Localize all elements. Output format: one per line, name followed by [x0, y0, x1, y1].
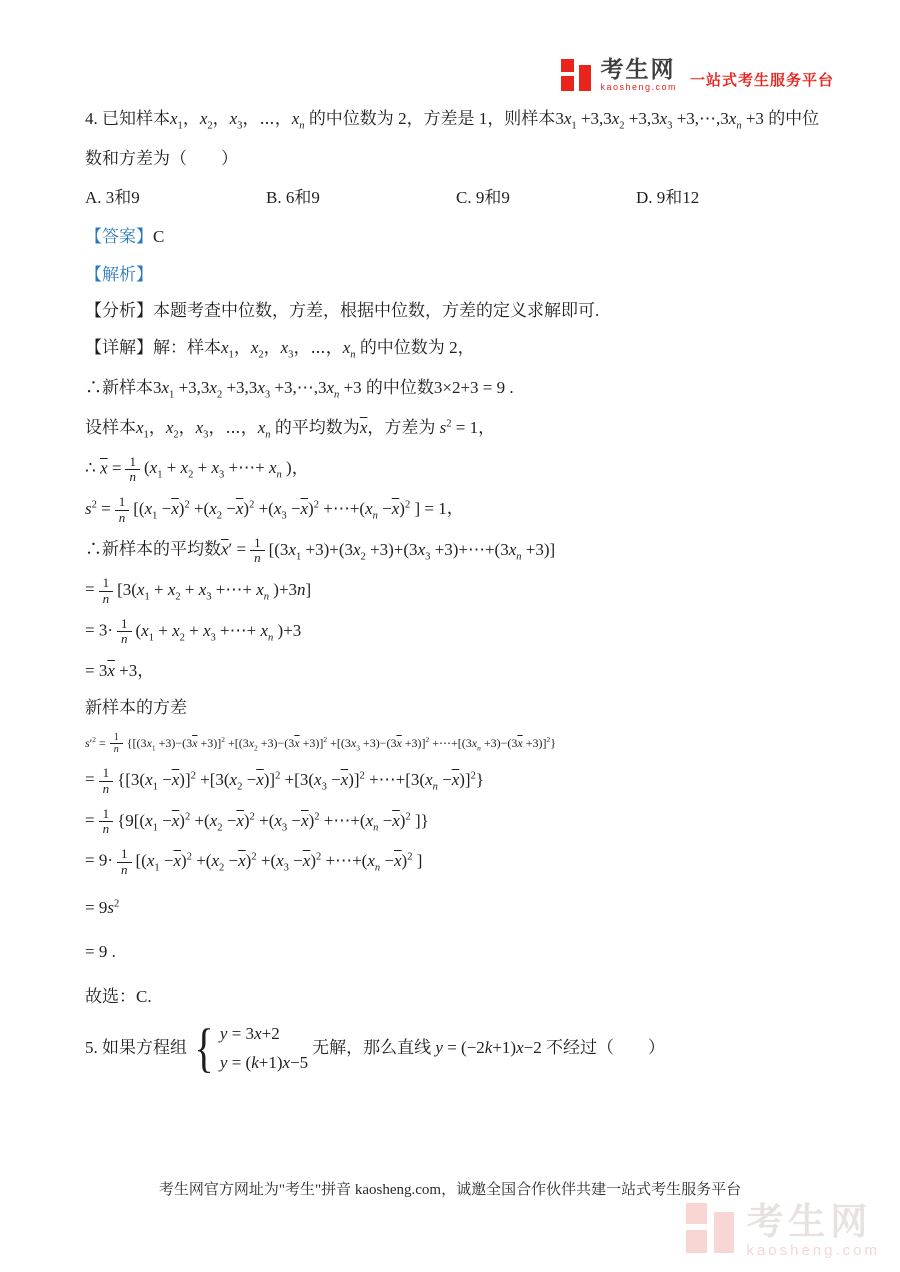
analysis-line	[85, 298, 861, 324]
watermark-text	[746, 1203, 880, 1258]
text-fragment: ，方差为	[367, 417, 436, 437]
text-fragment: 无解，那么直线	[312, 1037, 432, 1057]
text-fragment: 新样本的方差	[85, 697, 187, 717]
watermark-brand-text: 考生网	[746, 1201, 873, 1242]
answer-value: C	[153, 227, 165, 247]
fraction: $\frac{1}{n}$	[115, 495, 130, 525]
math-fragment: =	[85, 769, 95, 789]
fraction: $\frac{1}{n}$	[117, 617, 132, 647]
math-fragment: ∴	[85, 378, 102, 398]
content-line	[85, 895, 861, 921]
kaosheng-watermark	[686, 1203, 880, 1258]
text-fragment: ，	[212, 109, 230, 128]
math-fragment: $3x_1 +3,3x_2 +3,3x_3$ $+3,\cdots,3x_n +3$	[153, 378, 362, 401]
math-fragment: = 3·	[85, 620, 113, 640]
math-fragment: $s^2 = 1$	[439, 417, 479, 437]
answer-line	[85, 222, 861, 247]
math-fragment: $3x_1 +3,3x_2 +3,3x_3$ $+3,\cdots,3x_n +3$	[555, 109, 764, 132]
content-line	[85, 658, 861, 684]
math-fragment: {$[(3x_1 +3)-(3\overline{x} +3)]^2 +[(3x_2 +3)-(3\overline{x} +3)]^2 +[(3x_3 +3)-(3\overline{x} +3)]^2$ $+\cdots+[(3x_n +3)-(3\overline{x} +3)]^2$}	[126, 734, 556, 752]
question5-stem	[85, 1017, 861, 1078]
math-fragment: [$3(x_1 + x_2 + x_3$ +⋯+ $x_n$ )+3n]	[117, 580, 312, 603]
text-fragment: 新样本	[102, 378, 153, 398]
content-line	[85, 939, 861, 965]
detail-solution	[85, 335, 861, 1010]
content-line	[85, 106, 861, 135]
text-fragment: 【分析】本题考查中位数，方差，根据中位数，方差的定义求解即可.	[85, 301, 600, 321]
content-line	[85, 807, 861, 837]
watermark-domain-text: kaosheng.com	[746, 1242, 880, 1259]
fraction: $\frac{1}{n}$	[99, 766, 114, 796]
fraction: $\frac{1}{n}$	[117, 847, 132, 877]
text-fragment: ，	[178, 417, 196, 437]
math-fragment: $s^2$ =	[85, 498, 111, 518]
math-fragment: [$(x_1 -\overline{x})^2 +(x_2 -\overline{x})^2 +(x_3 -\overline{x})^2$ $+\cdots+(x_n -\overline{x})^2$ ]	[135, 851, 423, 874]
math-fragment: = $3\overline{x} +3$	[85, 660, 138, 680]
content-line	[85, 298, 861, 324]
math-fragment: {$[3(x_1 -\overline{x})]^2 +[3(x_2 -\overline{x})]^2 +[3(x_3 -\overline{x})]^2$ $+\cdots+[3(x_n -\overline{x})]^2$}	[117, 769, 485, 793]
fraction: $\frac{1}{n}$	[125, 455, 140, 485]
math-fragment: {$9[(x_1 -\overline{x})^2 +(x_2 -\overline{x})^2 +(x_3 -\overline{x})^2$ $+\cdots+(x_n -\overline{x})^2$ ]}	[117, 810, 429, 833]
content-line	[85, 455, 861, 485]
text-fragment: ，	[148, 417, 166, 437]
text-fragment: ，⋯，	[208, 417, 258, 437]
content-line	[85, 695, 861, 721]
math-fragment: y = (k+1)x−5	[219, 1053, 309, 1073]
text-fragment: 故选：C.	[85, 986, 152, 1006]
math-fragment: 3×2+3 = 9	[433, 378, 506, 398]
math-fragment: ∴	[85, 539, 102, 559]
math-fragment: [$(x_1 -\overline{x})^2 +(x_2 -\overline{x})^2 +(x_3 -\overline{x})^2$ $+\cdots+(x_n -\overline{x})^2$ ] = 1	[133, 498, 447, 522]
answer-label: 【答案】	[85, 227, 153, 247]
text-fragment: ，⋯，	[242, 109, 292, 128]
math-fragment: $x_n$	[342, 338, 356, 361]
math-fragment: [$(3x_1 +3)+(3x_2 +3)+(3x_3$ $+3)+\cdots+(3x_n +3)$]	[268, 539, 556, 562]
content-line	[85, 732, 861, 755]
option-b: B. 6和9	[266, 188, 320, 208]
text-fragment: 数和方差为（ ）	[85, 148, 238, 168]
text-fragment: ，	[182, 109, 200, 128]
kaosheng-logo-icon	[561, 59, 591, 91]
math-fragment: ($x_1 + x_2 + x_3$ +⋯+ $x_n$ )+3	[135, 620, 302, 644]
math-fragment: $x_n$	[257, 417, 271, 441]
fraction: $\frac{1}{n}$	[250, 536, 265, 566]
content-line	[85, 375, 861, 404]
equation-system: { y = 3x+2 y = (k+1)x−5	[194, 1017, 309, 1078]
text-fragment: .	[505, 378, 514, 398]
text-fragment: ，	[291, 458, 309, 478]
content-line	[85, 1017, 861, 1078]
kaosheng-header-logo	[561, 58, 834, 92]
text-fragment: ，	[233, 338, 251, 358]
math-fragment: =	[85, 810, 95, 830]
document-body	[85, 106, 861, 1088]
fraction: $\frac{1}{n}$	[99, 576, 114, 606]
text-fragment: 的平均数为	[270, 417, 360, 437]
math-fragment: $x_2$	[250, 338, 264, 361]
math-fragment: $x_1$	[221, 338, 234, 361]
logo-tagline: 一站式考生服务平台	[689, 72, 834, 89]
question4-options	[85, 183, 861, 208]
text-fragment: ，⋯，	[293, 338, 343, 358]
jiexi-line	[85, 260, 861, 285]
math-fragment: = $9s^2$	[85, 898, 120, 918]
math-fragment: $x_3$	[195, 417, 209, 441]
math-fragment: = 9·	[85, 851, 113, 871]
jiexi-label: 【解析】	[85, 265, 153, 285]
option-c: C. 9和9	[456, 188, 510, 208]
math-fragment: ∴ $\overline{x}$ =	[85, 458, 122, 478]
content-line	[85, 617, 861, 647]
content-line	[85, 415, 861, 444]
content-line	[85, 766, 861, 796]
option-d: D. 9和12	[636, 188, 700, 208]
math-fragment: $x_1$	[170, 109, 183, 132]
text-fragment: ，	[457, 338, 475, 358]
math-fragment: $s'^2$ =	[85, 734, 106, 750]
content-line	[85, 146, 861, 172]
math-fragment: $x_n$	[291, 109, 305, 132]
math-fragment: y = (−2k+1)x−2	[435, 1037, 546, 1057]
text-fragment: ，	[137, 660, 155, 680]
text-fragment: 设样本	[85, 417, 136, 437]
content-line	[85, 335, 861, 364]
math-fragment: $x_3$	[280, 338, 294, 361]
content-line	[85, 984, 861, 1010]
option-a: A. 3和9	[85, 188, 140, 208]
footer-text: 考生网官方网址为"考生"拼音 kaosheng.com，诚邀全国合作伙伴共建一站式考生服务平台	[158, 1182, 742, 1198]
math-fragment: $\overline{x}$	[359, 417, 368, 437]
text-fragment: .	[107, 942, 116, 962]
content-line	[85, 576, 861, 606]
text-fragment: ，	[478, 417, 496, 437]
text-fragment: ，则样本	[487, 109, 556, 128]
math-fragment: $x_2$	[165, 417, 179, 441]
content-line	[85, 847, 861, 877]
logo-text	[600, 58, 677, 92]
text-fragment: 的中位数为	[355, 338, 445, 358]
logo-brand-text: 考生网	[600, 56, 676, 82]
math-fragment: = 9	[85, 942, 108, 962]
math-fragment: ($x_1 + x_2 + x_3$ +⋯+ $x_n$ )	[143, 458, 292, 481]
text-fragment: 【详解】解：样本	[85, 338, 221, 358]
text-fragment: ，方差是	[406, 109, 475, 128]
question4-stem	[85, 106, 861, 172]
text-fragment: 5. 如果方程组	[85, 1037, 187, 1057]
math-fragment: 1	[474, 109, 488, 128]
text-fragment: 新样本的平均数	[102, 539, 221, 559]
fraction: $\frac{1}{n}$	[99, 807, 114, 837]
math-fragment: $x_1$	[136, 417, 149, 441]
text-fragment: 4. 已知样本	[85, 109, 170, 128]
text-fragment: ，	[263, 338, 281, 358]
math-fragment: $x_3$	[229, 109, 243, 132]
math-fragment: $x_2$	[199, 109, 213, 132]
text-fragment: 的中位	[763, 109, 820, 128]
content-line	[85, 536, 861, 566]
text-fragment: 的中位数	[361, 378, 434, 398]
text-fragment: ，	[446, 498, 464, 518]
logo-domain-text: kaosheng.com	[600, 82, 677, 92]
content-line	[85, 495, 861, 525]
math-fragment: =	[85, 580, 95, 600]
math-fragment: $\overline{x}'$ =	[221, 539, 247, 559]
text-fragment: 不经过（ ）	[545, 1037, 665, 1057]
watermark-logo-icon	[686, 1203, 736, 1253]
math-fragment: 2	[444, 338, 458, 358]
math-fragment: 2	[393, 109, 407, 128]
text-fragment: 的中位数为	[304, 109, 394, 128]
fraction: $\frac{1}{n}$	[110, 732, 123, 755]
math-fragment: y = 3x+2	[219, 1024, 280, 1044]
